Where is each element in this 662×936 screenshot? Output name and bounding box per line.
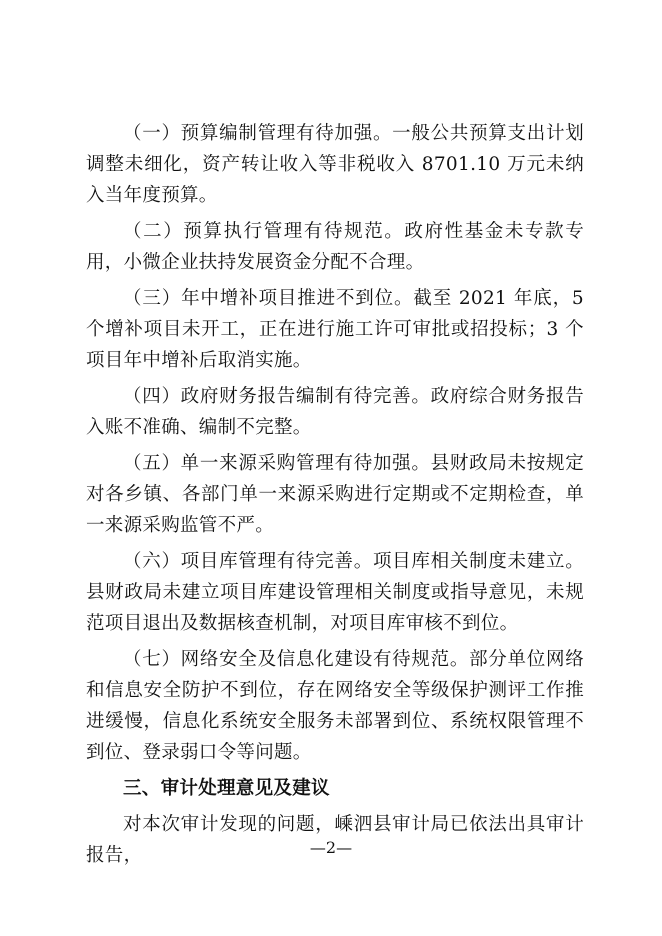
closing-paragraph: 对本次审计发现的问题，嵊泗县审计局已依法出具审计报告， (86, 814, 584, 866)
section-heading: 三、审计处理意见及建议 (123, 778, 330, 799)
finding-paragraph-6: （六）项目库管理有待完善。项目库相关制度未建立。县财政局未建立项目库建设管理相关制度或指导意见，未规范项目退出及数据核查机制，对项目库审核不到位。 (86, 551, 584, 634)
finding-paragraph-4: （四）政府财务报告编制有待完善。政府综合财务报告入账不准确、编制不完整。 (86, 386, 584, 438)
finding-paragraph-7: （七）网络安全及信息化建设有待规范。部分单位网络和信息安全防护不到位，存在网络安全等级保护测评工作推进缓慢，信息化系统安全服务未部署到位、系统权限管理不到位、登录弱口令等问题。 (86, 649, 584, 763)
document-body (86, 118, 584, 876)
finding-paragraph-3: （三）年中增补项目推进不到位。截至 2021 年底，5 个增补项目未开工，正在进行施工许可审批或招投标；3 个项目年中增补后取消实施。 (86, 288, 584, 371)
page-number: —2— (309, 838, 353, 857)
finding-paragraph-1: （一）预算编制管理有待加强。一般公共预算支出计划调整未细化，资产转让收入等非税收入 8701.10 万元未纳入当年度预算。 (86, 123, 584, 206)
finding-paragraph-5: （五）单一来源采购管理有待加强。县财政局未按规定对各乡镇、各部门单一来源采购进行定期或不定期检查，单一来源采购监管不严。 (86, 453, 584, 536)
finding-paragraph-2: （二）预算执行管理有待规范。政府性基金未专款专用，小微企业扶持发展资金分配不合理。 (86, 221, 584, 273)
